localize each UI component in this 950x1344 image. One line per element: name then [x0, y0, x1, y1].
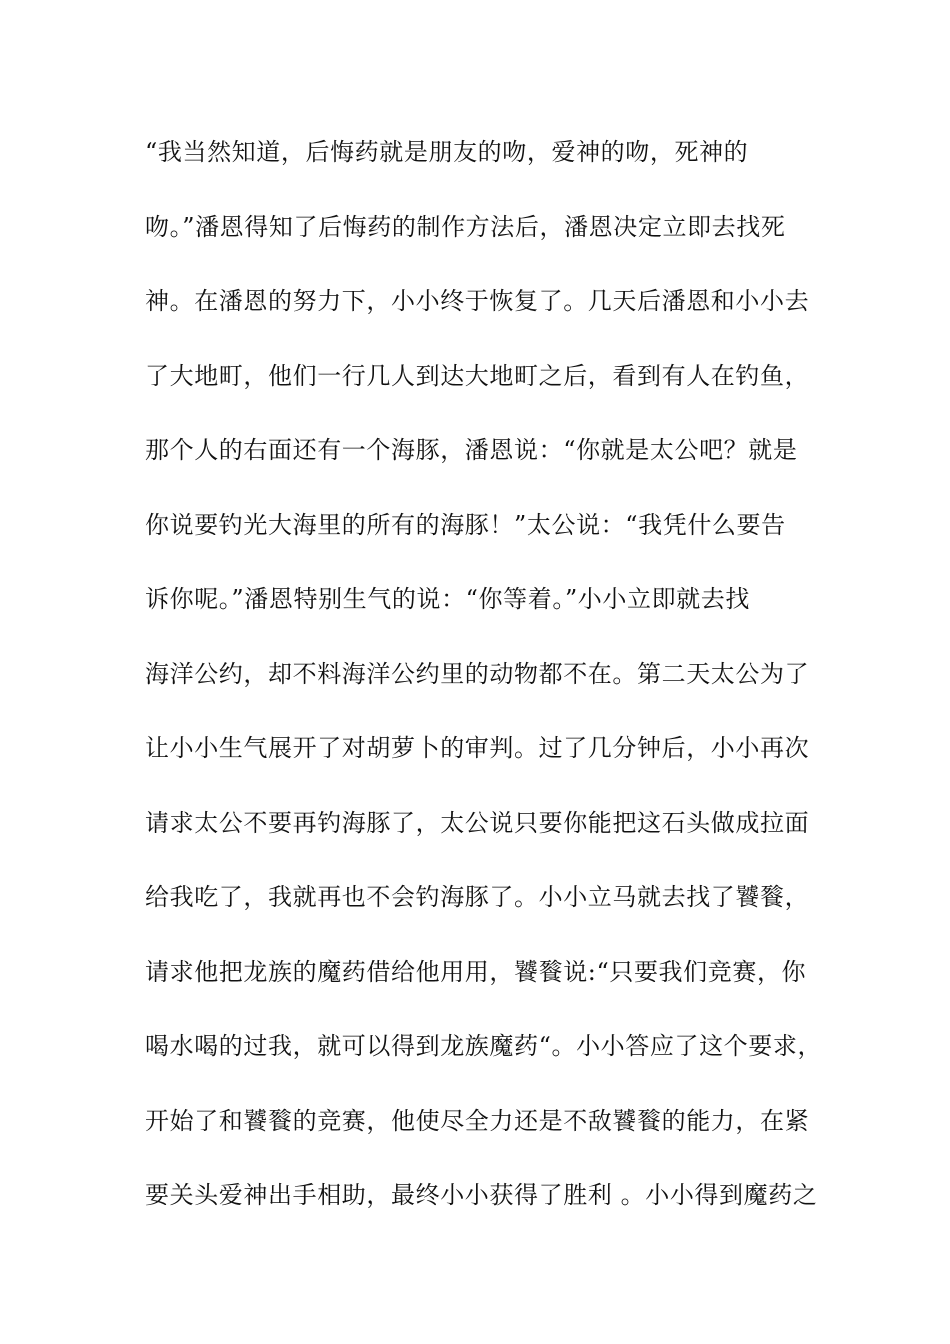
text-line-2: 吻。”潘恩得知了后悔药的制作方法后，潘恩决定立即去找死 — [145, 212, 786, 241]
text-line-11: 给我吃了，我就再也不会钓海豚了。小小立马就去找了饕餮， — [145, 883, 810, 911]
text-line-9: 让小小生气展开了对胡萝卜的审判。过了几分钟后，小小再次 — [145, 734, 810, 762]
text-line-15: 要关头爱神出手相助，最终小小获得了胜利 。小小得到魔药之 — [145, 1181, 818, 1209]
text-line-1: “我当然知道，后悔药就是朋友的吻，爱神的吻，死神的 — [145, 138, 749, 166]
text-line-7: 诉你呢。”潘恩特别生气的说：“你等着。”小小立即就去找 — [145, 585, 751, 613]
text-line-13: 喝水喝的过我，就可以得到龙族魔药“。小小答应了这个要求， — [145, 1032, 823, 1060]
body-text — [145, 127, 825, 1245]
text-line-14: 开始了和饕餮的竞赛，他使尽全力还是不敌饕餮的能力，在紧 — [145, 1106, 810, 1135]
text-line-5: 那个人的右面还有一个海豚，潘恩说：“你就是太公吧？就是 — [145, 436, 798, 464]
text-line-6: 你说要钓光大海里的所有的海豚！”太公说：“我凭什么要告 — [145, 510, 786, 539]
text-line-12: 请求他把龙族的魔药借给他用用，饕餮说:“只要我们竞赛，你 — [145, 957, 807, 986]
text-line-10: 请求太公不要再钓海豚了，太公说只要你能把这石头做成拉面 — [145, 808, 810, 837]
text-line-3: 神。在潘恩的努力下，小小终于恢复了。几天后潘恩和小小去 — [145, 287, 810, 315]
text-line-8: 海洋公约，却不料海洋公约里的动物都不在。第二天太公为了 — [145, 659, 810, 688]
text-line-4: 了大地町，他们一行几人到达大地町之后，看到有人在钓鱼， — [145, 361, 810, 390]
